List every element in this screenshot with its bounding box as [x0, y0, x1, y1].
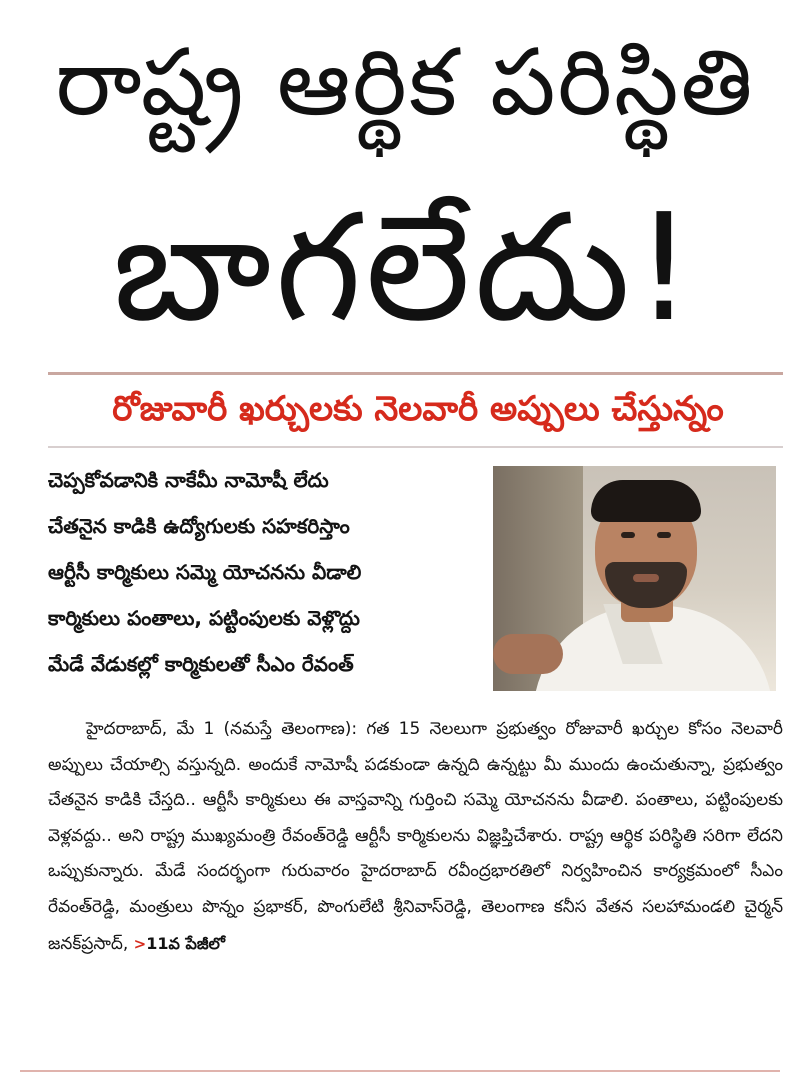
- headline-line-2: బాగలేదు!: [112, 182, 698, 354]
- article-text: హైదరాబాద్, మే 1 (నమస్తే తెలంగాణ): గత 15 నెలలుగా ప్రభుత్వం రోజువారీ ఖర్చుల కోసం నెలవారీ అప్పులు చేయాల్సి వస్తున్నది. అందుకే నామోషీ పడకుండా ఉన్నది ఉన్నట్టు మీ ముందు ఉంచుతున్నా, ప్రభుత్వం చేతనైన కాడికి చేస్తది.. ఆర్టీసీ కార్మికులు ఈ వాస్తవాన్ని గుర్తించి సమ్మె యోచనను వీడాలి. పంతాలు, పట్టింపులకు వెళ్లవద్దు.. అని రాష్ట్ర ముఖ్యమంత్రి రేవంత్‌రెడ్డి ఆర్టీసీ కార్మికులను విజ్ఞప్తిచేశారు. రాష్ట్ర ఆర్థిక పరిస్థితి సరిగా లేదని ఒప్పుకున్నారు. మేడే సందర్భంగా గురువారం హైదరాబాద్ రవీంద్రభారతిలో నిర్వహించిన కార్యక్రమంలో సీఎం రేవంత్‌రెడ్డి, మంత్రులు పొన్నం ప్రభాకర్, పొంగులేటి శ్రీనివాస్‌రెడ్డి, తెలంగాణ కనీస వేతన సలహామండలి చైర్మన్ జనక్‌ప్రసాద్,: [48, 719, 783, 954]
- cm-portrait-photo: [493, 466, 776, 691]
- highlights-list: [48, 458, 488, 688]
- continued-on-page[interactable]: 11వ పేజీలో: [146, 933, 225, 953]
- highlight-item: చేతనైన కాడికి ఉద్యోగులకు సహకరిస్తాం: [48, 514, 350, 538]
- continue-arrow-icon: >: [133, 934, 147, 953]
- highlight-item: చెప్పకోవడానికి నాకేమీ నామోషీ లేదు: [48, 468, 329, 492]
- bottom-rule: [20, 1070, 780, 1072]
- subheadline: రోజువారీ ఖర్చులకు నెలవారీ అప్పులు చేస్తున్నం: [112, 389, 724, 429]
- article-body: [48, 712, 783, 962]
- right-eye: [657, 532, 671, 538]
- hair: [591, 480, 701, 522]
- mouth: [633, 574, 659, 582]
- subheadline-divider: [48, 446, 783, 448]
- headline-line-1: రాష్ట్ర ఆర్థిక పరిస్థితి: [55, 29, 755, 136]
- highlight-item: మేడే వేడుకల్లో కార్మికులతో సీఎం రేవంత్: [48, 652, 354, 676]
- highlight-item: ఆర్టీసీ కార్మికులు సమ్మె యోచనను వీడాలి: [48, 560, 362, 584]
- highlight-item: కార్మికులు పంతాలు, పట్టింపులకు వెళ్లొద్దు: [48, 606, 360, 630]
- left-eye: [621, 532, 635, 538]
- headline-divider: [48, 372, 783, 375]
- hand: [493, 634, 563, 674]
